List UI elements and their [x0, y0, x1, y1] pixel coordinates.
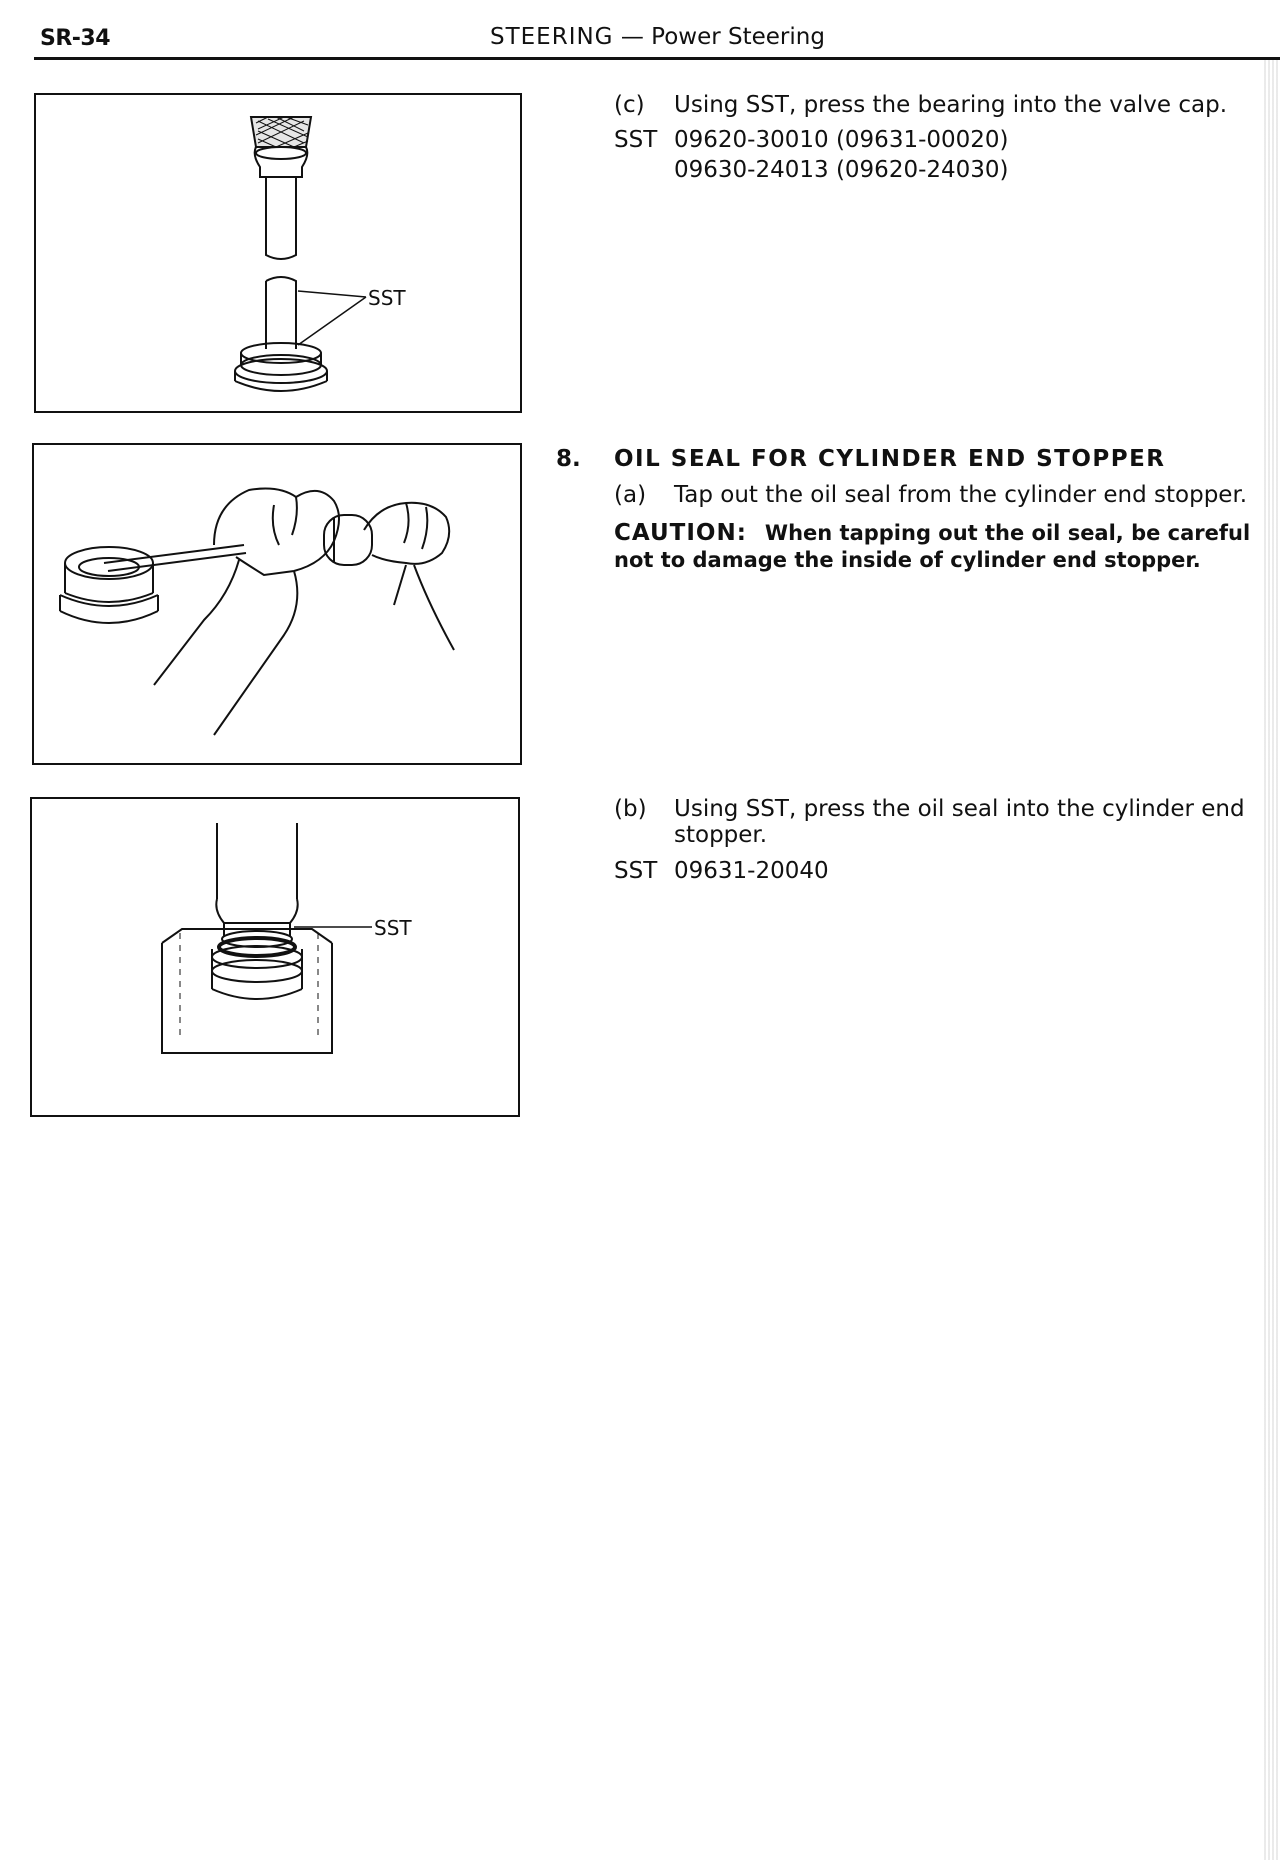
figure-press-seal [30, 797, 520, 1117]
section-8-heading [556, 446, 1166, 472]
header-title-main: STEERING [490, 24, 614, 50]
step-c-sst [614, 125, 1009, 185]
section-8-title: OIL SEAL FOR CYLINDER END STOPPER [614, 446, 1166, 472]
step-b-text-line1: Using SST, press the oil seal into the cylinder end [674, 796, 1245, 822]
page-binding-edge [1264, 60, 1280, 1860]
page-number: SR-34 [40, 26, 111, 51]
step-b-text-line2: stopper. [674, 822, 768, 848]
step-c-sst-label: SST [614, 127, 658, 153]
step-b-paragraph [614, 796, 1264, 848]
page-header-title [490, 24, 825, 50]
section-8-number: 8. [556, 446, 581, 472]
figure-tap-out-seal-drawing [34, 445, 520, 763]
figure-press-bearing-drawing [36, 95, 520, 411]
step-a-marker: (a) [614, 482, 647, 508]
step-b-sst-value: 09631-20040 [674, 858, 829, 884]
figure-tap-out-seal [32, 443, 522, 765]
step-a-text: Tap out the oil seal from the cylinder end stopper. [674, 482, 1248, 508]
step-c-text: Using SST, press the bearing into the valve cap. [674, 92, 1228, 118]
step-a-paragraph [614, 480, 1274, 510]
step-c-marker: (c) [614, 92, 645, 118]
figure-press-seal-drawing [32, 799, 518, 1115]
step-b-marker: (b) [614, 796, 647, 822]
header-rule [34, 57, 1280, 60]
step-c-sst-line1: 09620-30010 (09631-00020) [674, 127, 1009, 153]
figure-3-callout-sst: SST [374, 916, 412, 940]
caution-text: When tapping out the oil seal, be careful not to damage the inside of cylinder end stopper. [614, 521, 1251, 572]
header-title-sub: — Power Steering [613, 24, 825, 50]
step-b-sst [614, 858, 829, 884]
step-c-paragraph [614, 90, 1264, 120]
figure-press-bearing [34, 93, 522, 413]
caution-note [614, 520, 1274, 574]
caution-label: CAUTION: [614, 520, 747, 546]
figure-1-callout-sst: SST [368, 286, 406, 310]
step-b-sst-label: SST [614, 858, 658, 884]
step-c-sst-line2: 09630-24013 (09620-24030) [674, 157, 1009, 183]
